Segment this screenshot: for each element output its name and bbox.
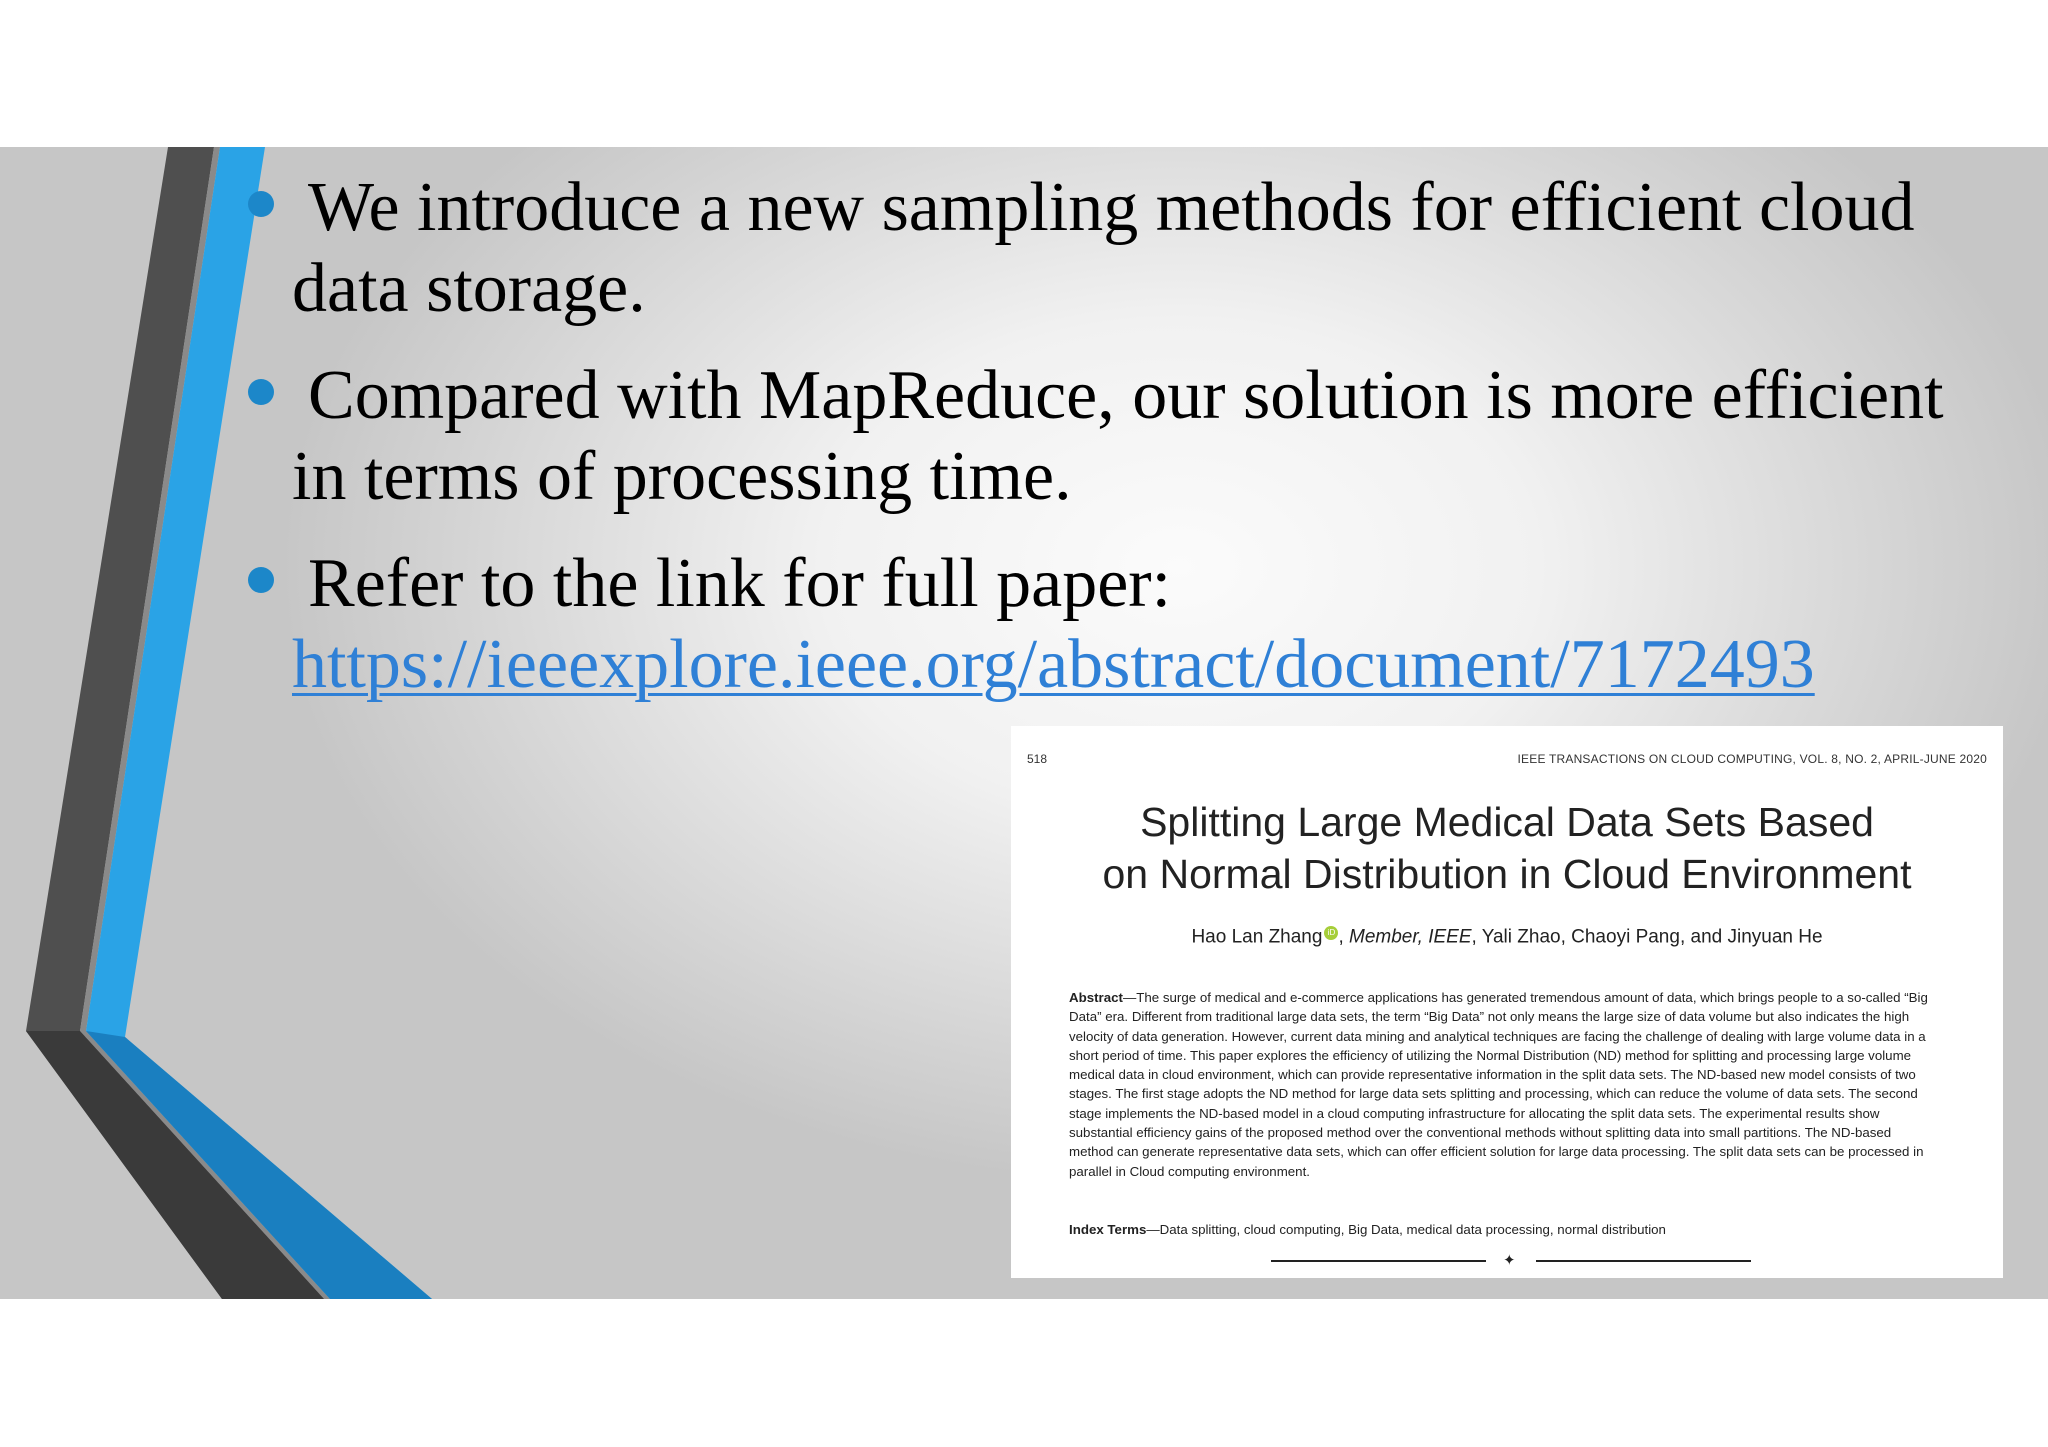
divider-line bbox=[1536, 1260, 1751, 1262]
bullet-list bbox=[248, 167, 1968, 731]
journal-header: IEEE TRANSACTIONS ON CLOUD COMPUTING, VOL. 8, NO. 2, APRIL-JUNE 2020 bbox=[1517, 752, 1987, 766]
other-authors: , Yali Zhao, Chaoyi Pang, and Jinyuan He bbox=[1471, 926, 1823, 948]
slide bbox=[0, 147, 2048, 1299]
index-terms-label: Index Terms bbox=[1069, 1222, 1147, 1237]
page-number: 518 bbox=[1027, 752, 1048, 766]
bullet-text: Compared with MapReduce, our solution is more efficient in terms of processing time. bbox=[292, 357, 1944, 515]
divider-star-icon: ✦ bbox=[1503, 1252, 1516, 1269]
paper-title-line: on Normal Distribution in Cloud Environment bbox=[1102, 851, 1912, 897]
index-terms-text: —Data splitting, cloud computing, Big Data, medical data processing, normal distribution bbox=[1146, 1222, 1666, 1237]
dark-lower-wedge bbox=[26, 1031, 324, 1299]
bullet-text: We introduce a new sampling methods for efficient cloud data storage. bbox=[292, 169, 1915, 327]
divider-line bbox=[1271, 1260, 1486, 1262]
author-role: Member, IEEE bbox=[1349, 926, 1472, 948]
bullet-text: Refer to the link for full paper: bbox=[308, 545, 1172, 622]
bullet-item bbox=[248, 167, 1968, 329]
bullet-dot-icon bbox=[248, 567, 274, 593]
paper-abstract bbox=[1069, 988, 1939, 1181]
bullet-dot-icon bbox=[248, 191, 274, 217]
orcid-icon: iD bbox=[1324, 926, 1338, 940]
paper-link[interactable]: https://ieeexplore.ieee.org/abstract/document/7172493 bbox=[292, 626, 1815, 703]
paper-index-terms bbox=[1069, 1222, 1939, 1237]
bullet-dot-icon bbox=[248, 379, 274, 405]
paper-screenshot bbox=[1011, 726, 2003, 1278]
paper-title-line: Splitting Large Medical Data Sets Based bbox=[1140, 799, 1874, 845]
section-divider bbox=[1271, 1253, 1751, 1269]
paper-authors: Hao Lan Zhang iD , Member, IEEE, Yali Zhao, Chaoyi Pang, and Jinyuan He bbox=[1191, 926, 1823, 948]
paper-title bbox=[1011, 796, 2003, 900]
bullet-item bbox=[248, 355, 1968, 517]
abstract-label: Abstract bbox=[1069, 990, 1123, 1005]
first-author: Hao Lan Zhang bbox=[1191, 926, 1323, 948]
bullet-item bbox=[248, 543, 1968, 705]
abstract-text: —The surge of medical and e-commerce applications has generated tremendous amount of data, which brings people to a so-called “Big Data” era. Different from traditional large data sets, the term “Big Data” not only means the large size of data volume but also indicates the high velocity of data generation. However, current data mining and analytical techniques are facing the challenge of dealing with large volume data in a short period of time. This paper explores the efficiency of utilizing the Normal Distribution (ND) method for splitting and processing large volume medical data in cloud environment, which can provide representative information in the split data sets. The ND-based new model consists of two stages. The first stage adopts the ND method for large data sets splitting and processing, which can reduce the volume of data sets. The second stage implements the ND-based model in a cloud computing infrastructure for allocating the split data sets. The experimental results show substantial efficiency gains of the proposed method over the conventional methods without splitting data into small partitions. The ND-based method can generate representative data sets, which can offer efficient solution for large data processing. The split data sets can be processed in parallel in Cloud computing environment. bbox=[1069, 990, 1928, 1179]
